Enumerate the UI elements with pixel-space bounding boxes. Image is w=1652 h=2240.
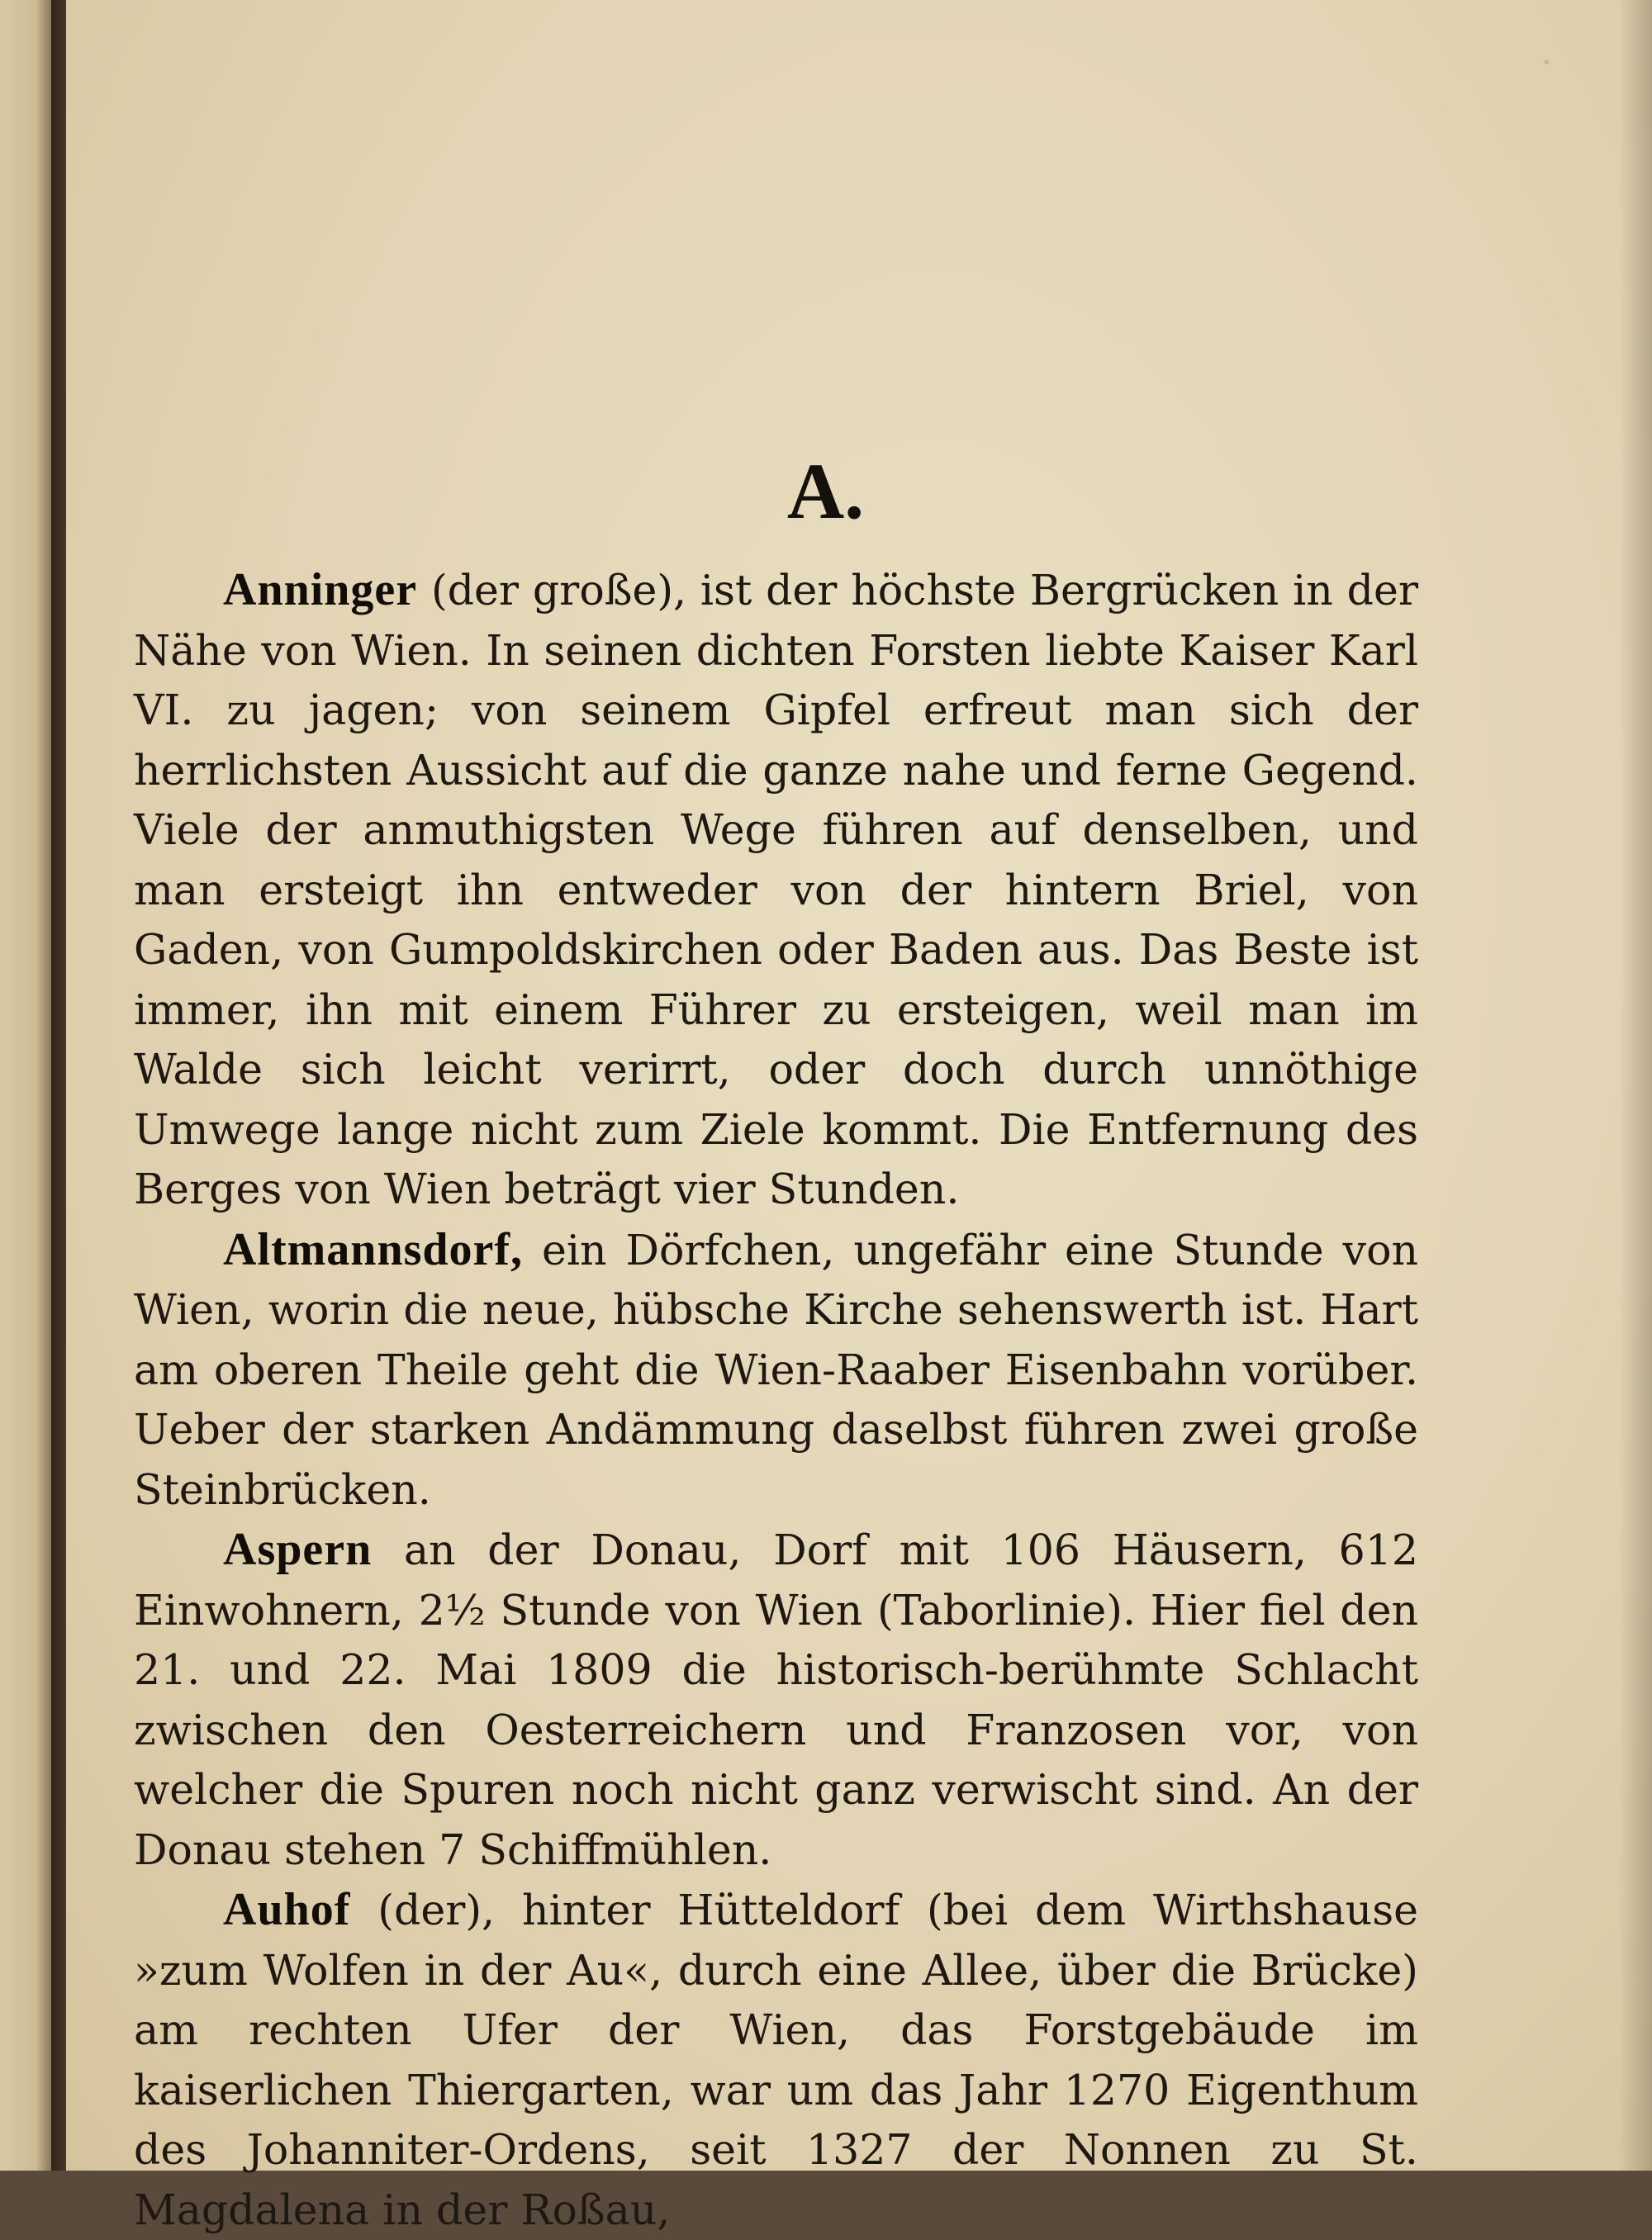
entry-text: (der große), ist der höchste Bergrücken in der Nähe von Wien. In seinen dichten Forsten liebte Kaiser Karl VI. zu jagen; von seinem Gipfel erfreut man sich der herrlichsten Aussicht auf die ganze nahe und ferne Gegend. Viele der anmuthigsten Wege führen auf denselben, und man ersteigt ihn entweder von der hintern Briel, von Gaden, von Gumpoldskirchen oder Baden aus. Das Beste ist immer, ihn mit einem Führer zu ersteigen, weil man im Walde sich leicht verirrt, oder doch durch unnöthige Umwege lange nicht zum Ziele kommt. Die Entfernung des Berges von Wien beträgt vier Stunden. [134,566,1418,1213]
entry-text: an der Donau, Dorf mit 106 Häusern, 612 Einwohnern, 2½ Stunde von Wien (Taborlinie). Hier fiel den 21. und 22. Mai 1809 die historisch-berühmte Schlacht zwischen den Oesterreichern und Franzosen vor, von welcher die Spuren noch nicht ganz verwischt sind. An der Donau stehen 7 Schiffmühlen. [134,1526,1418,1874]
entry-text: (der), hinter Hütteldorf (bei dem Wirthshause »zum Wolfen in der Au«, durch eine Allee, über die Brücke) am rechten Ufer der Wien, das Forstgebäude im kaiserlichen Thiergarten, war um das Jahr 1270 Eigenthum des Johanniter-Ordens, seit 1327 der Nonnen zu St. Magdalena in der Roßau, [134,1886,1418,2234]
entry-text: ein Dörfchen, ungefähr eine Stunde von Wien, worin die neue, hübsche Kirche sehenswerth ist. Hart am oberen Theile geht die Wien-Raaber Eisenbahn vorüber. Ueber der starken Andämmung daselbst führen zwei große Steinbrücken. [134,1225,1418,1514]
page-text [134,446,1418,2240]
page-edge-shadow [1619,0,1652,2171]
bleed-through-page-number: · [1540,40,1553,84]
section-heading: A. [786,447,865,535]
entry-auhof [134,1880,1418,2240]
entry-altmannsdorf [134,1220,1418,1521]
entry-aspern [134,1520,1418,1880]
entry-term: Anninger [223,564,418,615]
book-gutter [51,0,68,2171]
entry-term: Aspern [223,1524,373,1575]
entry-term: Auhof [223,1884,351,1935]
entry-anninger [134,560,1418,1220]
facing-page-edge [0,0,51,2171]
entry-term: Altmannsdorf, [223,1223,524,1275]
